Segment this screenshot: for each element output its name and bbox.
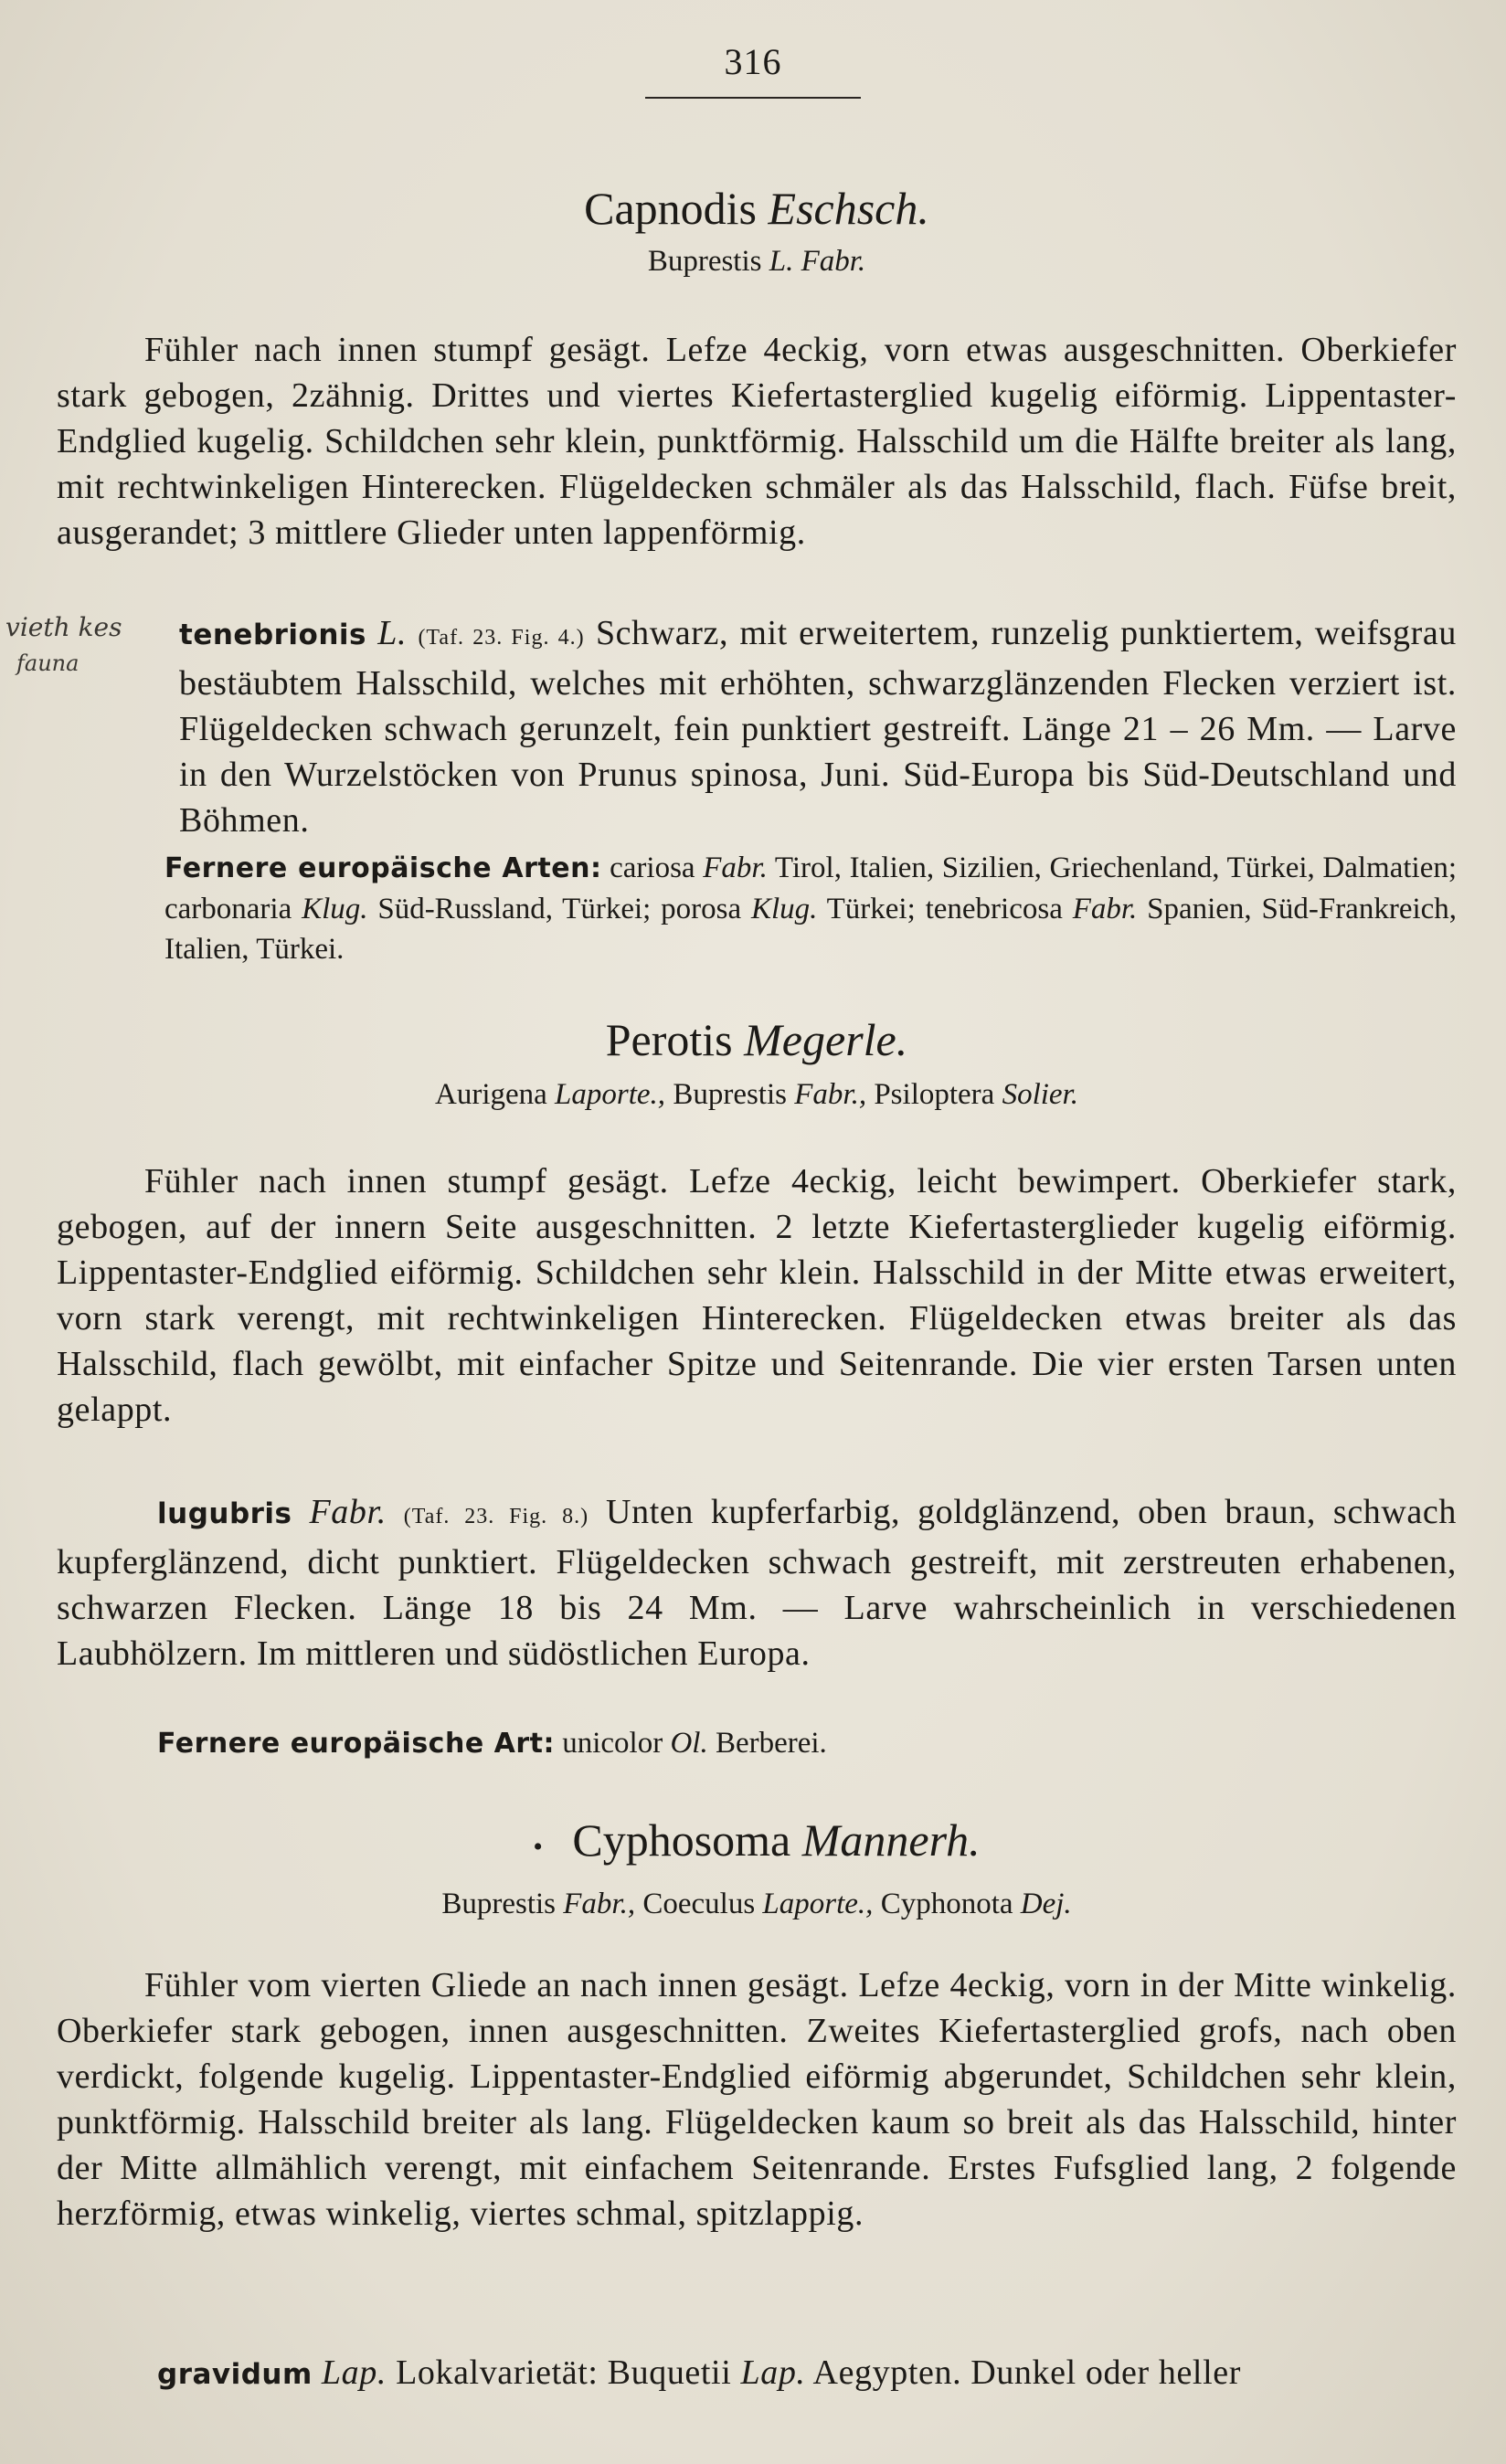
other-species-range: Berberei. [715,1727,827,1760]
other-species-range: Süd-Russland, Türkei; [377,893,652,925]
handwritten-annotation-2: fauna [16,650,80,676]
other-species-author: Fabr. [703,851,768,884]
synonym-author: L. Fabr. [769,245,866,278]
other-species-range: Spanien, Süd-Frankreich, Italien, Türkei. [164,893,1458,966]
other-species-name: tenebricosa [925,893,1063,925]
variety-author: Lap. [740,2353,806,2392]
species-gravidum [57,2350,1457,2397]
fernere-perotis [57,1723,1457,1764]
cyphosoma-description [57,1962,1457,2237]
species-name: tenebrionis [179,619,366,651]
other-species-author: Klug. [302,893,368,925]
other-species-label: Fernere europäische Arten: [164,852,602,884]
other-species-name: porosa [661,893,742,925]
synonyms-cyphosoma [57,1884,1457,1924]
cyphosoma-section [57,1813,1457,1924]
other-species-label: Fernere europäische Art: [157,1728,555,1760]
synonym-genus: Buprestis [673,1078,787,1111]
synonyms-capnodis [57,241,1457,281]
synonym-author: Solier. [1002,1078,1078,1111]
synonym-author: Fabr., [794,1078,867,1111]
synonyms-perotis [57,1074,1457,1115]
species-name: lugubris [157,1497,292,1530]
other-species [57,1723,1457,1764]
genus-author: Eschsch. [768,183,929,234]
species-text: Schwarz, mit erweitertem, runzelig punktiertem, weifsgrau bestäubtem Halsschild, welches mit erhöhten, schwarzglänzenden Flecken verziert ist. Flügeldecken schwach gerunzelt, fein punktiert gestreift. Länge 21 – 26 Mm. — Larve in den Wurzelstöcken von Prunus spinosa, Juni. Süd-Europa bis Süd-Deutschland und Böhmen. [179,614,1457,840]
other-species [57,848,1457,969]
synonym-genus: Psiloptera [874,1078,995,1111]
synonym-author: Laporte., [555,1078,666,1111]
capnodis-section [57,181,1457,281]
species-entry [57,1489,1457,1676]
species-entry [57,2350,1457,2397]
plate-reference: (Taf. 23. Fig. 8.) [403,1505,589,1528]
page-number: 316 [724,41,782,82]
synonym-author: Fabr., [563,1888,636,1920]
other-species-range: Tirol, Italien, Sizilien, Griechenland, Türkei, Dalmatien; [774,851,1458,884]
plate-reference: (Taf. 23. Fig. 4.) [418,626,585,650]
genus-name: Perotis [605,1014,733,1065]
fernere-capnodis [57,848,1457,969]
synonym-author: Laporte., [762,1888,874,1920]
genus-name: Capnodis [584,183,758,234]
genus-name: Cyphosoma [572,1814,791,1866]
capnodis-description [57,327,1457,555]
species-tenebrionis [57,610,1457,843]
genus-description: Fühler nach innen stumpf gesägt. Lefze 4eckig, vorn etwas ausgeschnitten. Oberkiefer stark gebogen, 2zähnig. Drittes und viertes Kiefertasterglied kugelig eiförmig. Lippentaster-Endglied kugelig. Schildchen sehr klein, punktförmig. Halsschild um die Hälfte breiter als lang, mit rechtwinkeligen Hinterecken. Flügeldecken schmäler als das Halsschild, flach. Füfse breit, ausgerandet; 3 mittlere Glieder unten lappenförmig. [57,331,1457,552]
genus-author: Mannerh. [801,1814,981,1866]
genus-heading-perotis [57,1012,1457,1067]
other-species-author: Fabr. [1072,893,1138,925]
species-author: L. [377,614,408,652]
species-lugubris [57,1489,1457,1676]
other-species-author: Klug. [750,893,818,925]
genus-heading-cyphosoma [57,1813,1457,1875]
other-species-name: cariosa [610,851,695,884]
genus-description: Fühler vom vierten Gliede an nach innen gesägt. Lefze 4eckig, vorn in der Mitte winkelig. Oberkiefer stark gebogen, innen ausgeschnitten. Zweites Kiefertasterglied grofs, nach oben verdickt, folgende kugelig. Lippentaster-Endglied eiförmig abgerundet, Schildchen sehr klein, punktförmig. Halsschild breiter als lang. Flügeldecken kaum so breit als das Halsschild, hinter der Mitte allmählich verengt, mit einfachem Seitenrande. Erstes Fufsglied lang, 2 folgende herzförmig, etwas winkelig, viertes schmal, spitzlappig. [57,1966,1457,2233]
species-text: Lokalvarietät: Buquetii [396,2353,732,2392]
species-text-2: Aegypten. Dunkel oder heller [812,2353,1241,2392]
synonym-genus: Cyphonota [880,1888,1013,1920]
genus-author: Megerle. [744,1014,908,1065]
species-name: gravidum [157,2358,313,2391]
synonym-author: Dej. [1020,1888,1072,1920]
genus-heading-capnodis [57,181,1457,236]
other-species-name: carbonaria [164,893,292,925]
other-species-name: unicolor [562,1727,663,1760]
bullet-mark: • [533,1832,543,1862]
species-entry [57,610,1457,843]
species-text: Unten kupferfarbig, goldglänzend, oben braun, schwach kupferglänzend, dicht punktiert. Flügeldecken schwach gestreift, mit zerstreuten erhabenen, schwarzen Flecken. Länge 18 bis 24 Mm. — Larve wahrscheinlich in verschiedenen Laubhölzern. Im mittleren und südöstlichen Europa. [57,1493,1457,1673]
synonym-genus: Coeculus [642,1888,756,1920]
synonym-genus: Buprestis [441,1888,556,1920]
species-author: Fabr. [309,1493,387,1531]
synonym-genus: Aurigena [435,1078,547,1111]
perotis-section [57,1012,1457,1115]
other-species-author: Ol. [670,1727,708,1760]
handwritten-annotation: vieth kes [5,612,122,642]
genus-description: Fühler nach innen stumpf gesägt. Lefze 4eckig, leicht bewimpert. Oberkiefer stark, gebogen, auf der innern Seite ausgeschnitten. 2 letzte Kiefertasterglieder kugelig eiförmig. Lippentaster-Endglied eiförmig. Schildchen sehr klein. Halsschild in der Mitte etwas erweitert, vorn stark verengt, mit rechtwinkeligen Hinterecken. Flügeldecken etwas breiter als das Halsschild, flach gewölbt, mit einfacher Spitze und Seitenrande. Die vier ersten Tarsen unten gelappt. [57,1162,1457,1429]
species-author: Lap. [321,2353,387,2392]
other-species-range: Türkei; [826,893,916,925]
header-rule [645,97,861,99]
perotis-description [57,1158,1457,1433]
synonym-genus: Buprestis [647,245,762,278]
